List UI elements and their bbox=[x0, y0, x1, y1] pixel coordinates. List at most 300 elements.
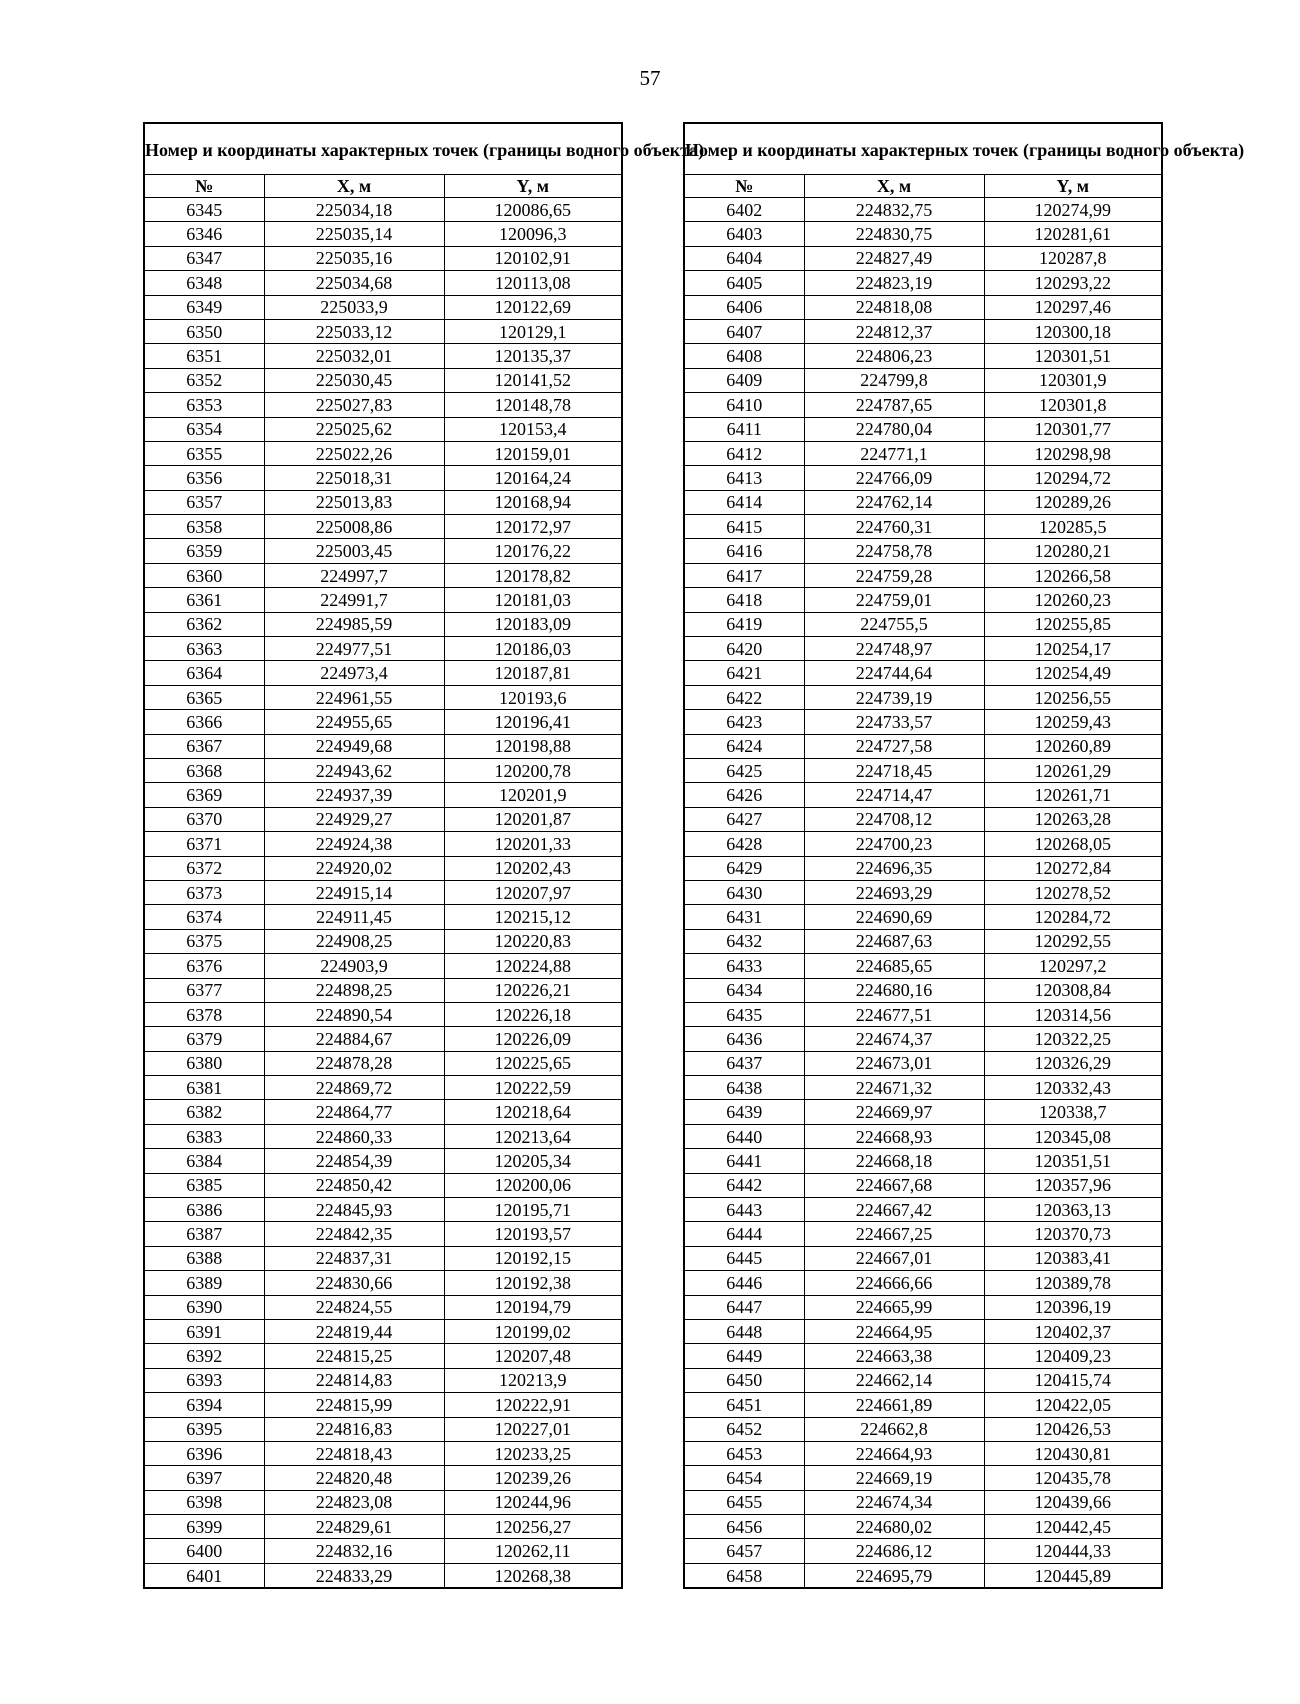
x-coordinate-cell: 224815,99 bbox=[264, 1393, 444, 1417]
table-row bbox=[684, 1002, 1162, 1026]
x-coordinate-cell: 225035,14 bbox=[264, 222, 444, 246]
x-coordinate-cell: 224806,23 bbox=[804, 344, 984, 368]
x-coordinate-cell: 224693,29 bbox=[804, 880, 984, 904]
x-coordinate-cell: 224929,27 bbox=[264, 807, 444, 831]
point-number-cell: 6348 bbox=[144, 271, 264, 295]
table-row bbox=[684, 905, 1162, 929]
table-row bbox=[684, 539, 1162, 563]
x-coordinate-cell: 225034,18 bbox=[264, 198, 444, 222]
table-row bbox=[144, 1417, 622, 1441]
y-coordinate-cell: 120225,65 bbox=[444, 1051, 622, 1075]
table-row bbox=[684, 1246, 1162, 1270]
y-coordinate-cell: 120301,77 bbox=[984, 417, 1162, 441]
table-row bbox=[144, 905, 622, 929]
point-number-cell: 6366 bbox=[144, 710, 264, 734]
y-coordinate-cell: 120200,06 bbox=[444, 1173, 622, 1197]
y-coordinate-cell: 120332,43 bbox=[984, 1076, 1162, 1100]
x-coordinate-cell: 224854,39 bbox=[264, 1149, 444, 1173]
x-coordinate-cell: 224898,25 bbox=[264, 978, 444, 1002]
x-coordinate-cell: 224673,01 bbox=[804, 1051, 984, 1075]
table-row bbox=[144, 783, 622, 807]
table-row bbox=[684, 1295, 1162, 1319]
y-coordinate-cell: 120205,34 bbox=[444, 1149, 622, 1173]
table-row bbox=[684, 783, 1162, 807]
y-coordinate-cell: 120207,97 bbox=[444, 880, 622, 904]
point-number-cell: 6367 bbox=[144, 734, 264, 758]
point-number-cell: 6345 bbox=[144, 198, 264, 222]
point-number-cell: 6446 bbox=[684, 1271, 804, 1295]
y-coordinate-cell: 120261,29 bbox=[984, 758, 1162, 782]
table-row bbox=[684, 563, 1162, 587]
x-coordinate-cell: 224820,48 bbox=[264, 1466, 444, 1490]
table-row bbox=[684, 661, 1162, 685]
point-number-cell: 6384 bbox=[144, 1149, 264, 1173]
point-number-cell: 6417 bbox=[684, 563, 804, 587]
point-number-cell: 6377 bbox=[144, 978, 264, 1002]
point-number-cell: 6404 bbox=[684, 246, 804, 270]
column-header-x: X, м bbox=[804, 175, 984, 198]
table-row bbox=[144, 1246, 622, 1270]
table-row bbox=[684, 1271, 1162, 1295]
x-coordinate-cell: 224680,02 bbox=[804, 1515, 984, 1539]
point-number-cell: 6407 bbox=[684, 319, 804, 343]
point-number-cell: 6415 bbox=[684, 515, 804, 539]
y-coordinate-cell: 120262,11 bbox=[444, 1539, 622, 1563]
y-coordinate-cell: 120220,83 bbox=[444, 929, 622, 953]
point-number-cell: 6396 bbox=[144, 1441, 264, 1465]
y-coordinate-cell: 120186,03 bbox=[444, 637, 622, 661]
point-number-cell: 6347 bbox=[144, 246, 264, 270]
x-coordinate-cell: 225027,83 bbox=[264, 393, 444, 417]
x-coordinate-cell: 224685,65 bbox=[804, 954, 984, 978]
point-number-cell: 6440 bbox=[684, 1124, 804, 1148]
y-coordinate-cell: 120153,4 bbox=[444, 417, 622, 441]
y-coordinate-cell: 120308,84 bbox=[984, 978, 1162, 1002]
table-row bbox=[684, 295, 1162, 319]
point-number-cell: 6420 bbox=[684, 637, 804, 661]
x-coordinate-cell: 224832,16 bbox=[264, 1539, 444, 1563]
table-row bbox=[684, 1466, 1162, 1490]
x-coordinate-cell: 224766,09 bbox=[804, 466, 984, 490]
x-coordinate-cell: 224977,51 bbox=[264, 637, 444, 661]
point-number-cell: 6422 bbox=[684, 685, 804, 709]
point-number-cell: 6452 bbox=[684, 1417, 804, 1441]
point-number-cell: 6441 bbox=[684, 1149, 804, 1173]
point-number-cell: 6386 bbox=[144, 1198, 264, 1222]
x-coordinate-cell: 224664,93 bbox=[804, 1441, 984, 1465]
table-row bbox=[144, 1076, 622, 1100]
point-number-cell: 6408 bbox=[684, 344, 804, 368]
y-coordinate-cell: 120178,82 bbox=[444, 563, 622, 587]
y-coordinate-cell: 120192,15 bbox=[444, 1246, 622, 1270]
table-row bbox=[684, 1027, 1162, 1051]
y-coordinate-cell: 120281,61 bbox=[984, 222, 1162, 246]
table-row bbox=[684, 1149, 1162, 1173]
y-coordinate-cell: 120422,05 bbox=[984, 1393, 1162, 1417]
point-number-cell: 6458 bbox=[684, 1563, 804, 1588]
point-number-cell: 6362 bbox=[144, 612, 264, 636]
y-coordinate-cell: 120181,03 bbox=[444, 588, 622, 612]
point-number-cell: 6360 bbox=[144, 563, 264, 587]
table-body bbox=[684, 198, 1162, 1589]
table-row bbox=[684, 685, 1162, 709]
x-coordinate-cell: 224812,37 bbox=[804, 319, 984, 343]
point-number-cell: 6379 bbox=[144, 1027, 264, 1051]
y-coordinate-cell: 120141,52 bbox=[444, 368, 622, 392]
x-coordinate-cell: 224714,47 bbox=[804, 783, 984, 807]
table-row bbox=[684, 807, 1162, 831]
table-row bbox=[144, 1393, 622, 1417]
x-coordinate-cell: 224937,39 bbox=[264, 783, 444, 807]
point-number-cell: 6423 bbox=[684, 710, 804, 734]
y-coordinate-cell: 120207,48 bbox=[444, 1344, 622, 1368]
table-row bbox=[144, 1515, 622, 1539]
table-row bbox=[144, 344, 622, 368]
x-coordinate-cell: 224915,14 bbox=[264, 880, 444, 904]
point-number-cell: 6433 bbox=[684, 954, 804, 978]
table-row bbox=[684, 637, 1162, 661]
y-coordinate-cell: 120268,38 bbox=[444, 1563, 622, 1588]
table-row bbox=[144, 539, 622, 563]
x-coordinate-cell: 224669,97 bbox=[804, 1100, 984, 1124]
y-coordinate-cell: 120260,23 bbox=[984, 588, 1162, 612]
y-coordinate-cell: 120297,2 bbox=[984, 954, 1162, 978]
x-coordinate-cell: 224860,33 bbox=[264, 1124, 444, 1148]
table-row bbox=[684, 368, 1162, 392]
x-coordinate-cell: 224667,42 bbox=[804, 1198, 984, 1222]
y-coordinate-cell: 120226,21 bbox=[444, 978, 622, 1002]
x-coordinate-cell: 224664,95 bbox=[804, 1319, 984, 1343]
table-row bbox=[684, 271, 1162, 295]
x-coordinate-cell: 225003,45 bbox=[264, 539, 444, 563]
table-row bbox=[684, 612, 1162, 636]
y-coordinate-cell: 120199,02 bbox=[444, 1319, 622, 1343]
coordinates-table-left bbox=[143, 122, 705, 1589]
y-coordinate-cell: 120294,72 bbox=[984, 466, 1162, 490]
table-row bbox=[684, 1563, 1162, 1588]
point-number-cell: 6374 bbox=[144, 905, 264, 929]
table-row bbox=[144, 612, 622, 636]
table-row bbox=[684, 856, 1162, 880]
point-number-cell: 6355 bbox=[144, 441, 264, 465]
table-row bbox=[684, 880, 1162, 904]
point-number-cell: 6425 bbox=[684, 758, 804, 782]
y-coordinate-cell: 120172,97 bbox=[444, 515, 622, 539]
y-coordinate-cell: 120439,66 bbox=[984, 1490, 1162, 1514]
table-row bbox=[684, 441, 1162, 465]
x-coordinate-cell: 224674,37 bbox=[804, 1027, 984, 1051]
y-coordinate-cell: 120239,26 bbox=[444, 1466, 622, 1490]
point-number-cell: 6387 bbox=[144, 1222, 264, 1246]
point-number-cell: 6369 bbox=[144, 783, 264, 807]
table-row bbox=[144, 515, 622, 539]
y-coordinate-cell: 120183,09 bbox=[444, 612, 622, 636]
y-coordinate-cell: 120298,98 bbox=[984, 441, 1162, 465]
x-coordinate-cell: 224663,38 bbox=[804, 1344, 984, 1368]
point-number-cell: 6447 bbox=[684, 1295, 804, 1319]
x-coordinate-cell: 224667,01 bbox=[804, 1246, 984, 1270]
table-row bbox=[684, 515, 1162, 539]
y-coordinate-cell: 120300,18 bbox=[984, 319, 1162, 343]
point-number-cell: 6431 bbox=[684, 905, 804, 929]
point-number-cell: 6437 bbox=[684, 1051, 804, 1075]
point-number-cell: 6346 bbox=[144, 222, 264, 246]
y-coordinate-cell: 120345,08 bbox=[984, 1124, 1162, 1148]
x-coordinate-cell: 224665,99 bbox=[804, 1295, 984, 1319]
y-coordinate-cell: 120357,96 bbox=[984, 1173, 1162, 1197]
table-row bbox=[684, 1539, 1162, 1563]
point-number-cell: 6380 bbox=[144, 1051, 264, 1075]
point-number-cell: 6457 bbox=[684, 1539, 804, 1563]
point-number-cell: 6392 bbox=[144, 1344, 264, 1368]
y-coordinate-cell: 120285,5 bbox=[984, 515, 1162, 539]
point-number-cell: 6390 bbox=[144, 1295, 264, 1319]
table-row bbox=[144, 1027, 622, 1051]
y-coordinate-cell: 120287,8 bbox=[984, 246, 1162, 270]
x-coordinate-cell: 224695,79 bbox=[804, 1563, 984, 1588]
x-coordinate-cell: 224819,44 bbox=[264, 1319, 444, 1343]
x-coordinate-cell: 224760,31 bbox=[804, 515, 984, 539]
point-number-cell: 6356 bbox=[144, 466, 264, 490]
y-coordinate-cell: 120122,69 bbox=[444, 295, 622, 319]
y-coordinate-cell: 120268,05 bbox=[984, 832, 1162, 856]
y-coordinate-cell: 120314,56 bbox=[984, 1002, 1162, 1026]
table-row bbox=[684, 1368, 1162, 1392]
x-coordinate-cell: 224814,83 bbox=[264, 1368, 444, 1392]
table-row bbox=[144, 929, 622, 953]
x-coordinate-cell: 224758,78 bbox=[804, 539, 984, 563]
x-coordinate-cell: 224755,5 bbox=[804, 612, 984, 636]
point-number-cell: 6439 bbox=[684, 1100, 804, 1124]
y-coordinate-cell: 120409,23 bbox=[984, 1344, 1162, 1368]
point-number-cell: 6453 bbox=[684, 1441, 804, 1465]
table-row bbox=[144, 1222, 622, 1246]
point-number-cell: 6349 bbox=[144, 295, 264, 319]
table-row bbox=[144, 1466, 622, 1490]
y-coordinate-cell: 120226,18 bbox=[444, 1002, 622, 1026]
x-coordinate-cell: 224696,35 bbox=[804, 856, 984, 880]
point-number-cell: 6438 bbox=[684, 1076, 804, 1100]
point-number-cell: 6432 bbox=[684, 929, 804, 953]
table-row bbox=[144, 1149, 622, 1173]
point-number-cell: 6418 bbox=[684, 588, 804, 612]
table-row bbox=[684, 758, 1162, 782]
x-coordinate-cell: 224666,66 bbox=[804, 1271, 984, 1295]
x-coordinate-cell: 224759,28 bbox=[804, 563, 984, 587]
column-header-x: X, м bbox=[264, 175, 444, 198]
page-number: 57 bbox=[639, 66, 661, 90]
point-number-cell: 6448 bbox=[684, 1319, 804, 1343]
table-row bbox=[144, 710, 622, 734]
y-coordinate-cell: 120445,89 bbox=[984, 1563, 1162, 1588]
y-coordinate-cell: 120256,55 bbox=[984, 685, 1162, 709]
table-row bbox=[144, 393, 622, 417]
table-row bbox=[144, 1100, 622, 1124]
point-number-cell: 6416 bbox=[684, 539, 804, 563]
point-number-cell: 6409 bbox=[684, 368, 804, 392]
point-number-cell: 6406 bbox=[684, 295, 804, 319]
point-number-cell: 6359 bbox=[144, 539, 264, 563]
column-header-y: Y, м bbox=[444, 175, 622, 198]
x-coordinate-cell: 224780,04 bbox=[804, 417, 984, 441]
table-row bbox=[684, 1198, 1162, 1222]
table-row bbox=[144, 1441, 622, 1465]
x-coordinate-cell: 224686,12 bbox=[804, 1539, 984, 1563]
table-row bbox=[144, 368, 622, 392]
x-coordinate-cell: 224869,72 bbox=[264, 1076, 444, 1100]
table-row bbox=[684, 198, 1162, 222]
table-row bbox=[144, 441, 622, 465]
table-row bbox=[684, 978, 1162, 1002]
y-coordinate-cell: 120260,89 bbox=[984, 734, 1162, 758]
point-number-cell: 6419 bbox=[684, 612, 804, 636]
y-coordinate-cell: 120194,79 bbox=[444, 1295, 622, 1319]
point-number-cell: 6382 bbox=[144, 1100, 264, 1124]
y-coordinate-cell: 120272,84 bbox=[984, 856, 1162, 880]
table-row bbox=[684, 1124, 1162, 1148]
x-coordinate-cell: 225033,9 bbox=[264, 295, 444, 319]
x-coordinate-cell: 224833,29 bbox=[264, 1563, 444, 1588]
table-row bbox=[684, 1344, 1162, 1368]
y-coordinate-cell: 120289,26 bbox=[984, 490, 1162, 514]
x-coordinate-cell: 224668,18 bbox=[804, 1149, 984, 1173]
x-coordinate-cell: 224961,55 bbox=[264, 685, 444, 709]
y-coordinate-cell: 120293,22 bbox=[984, 271, 1162, 295]
table-row bbox=[144, 685, 622, 709]
y-coordinate-cell: 120200,78 bbox=[444, 758, 622, 782]
table-row bbox=[144, 758, 622, 782]
point-number-cell: 6378 bbox=[144, 1002, 264, 1026]
y-coordinate-cell: 120227,01 bbox=[444, 1417, 622, 1441]
y-coordinate-cell: 120244,96 bbox=[444, 1490, 622, 1514]
point-number-cell: 6358 bbox=[144, 515, 264, 539]
x-coordinate-cell: 224762,14 bbox=[804, 490, 984, 514]
point-number-cell: 6402 bbox=[684, 198, 804, 222]
y-coordinate-cell: 120297,46 bbox=[984, 295, 1162, 319]
table-row bbox=[684, 954, 1162, 978]
x-coordinate-cell: 224748,97 bbox=[804, 637, 984, 661]
table-row bbox=[144, 466, 622, 490]
point-number-cell: 6451 bbox=[684, 1393, 804, 1417]
coordinates-table-right bbox=[683, 122, 1245, 1589]
x-coordinate-cell: 224845,93 bbox=[264, 1198, 444, 1222]
table-row bbox=[144, 271, 622, 295]
point-number-cell: 6430 bbox=[684, 880, 804, 904]
point-number-cell: 6351 bbox=[144, 344, 264, 368]
y-coordinate-cell: 120193,6 bbox=[444, 685, 622, 709]
x-coordinate-cell: 225034,68 bbox=[264, 271, 444, 295]
point-number-cell: 6400 bbox=[144, 1539, 264, 1563]
y-coordinate-cell: 120113,08 bbox=[444, 271, 622, 295]
x-coordinate-cell: 224884,67 bbox=[264, 1027, 444, 1051]
point-number-cell: 6421 bbox=[684, 661, 804, 685]
y-coordinate-cell: 120226,09 bbox=[444, 1027, 622, 1051]
x-coordinate-cell: 224924,38 bbox=[264, 832, 444, 856]
y-coordinate-cell: 120148,78 bbox=[444, 393, 622, 417]
table-row bbox=[144, 1173, 622, 1197]
y-coordinate-cell: 120164,24 bbox=[444, 466, 622, 490]
point-number-cell: 6350 bbox=[144, 319, 264, 343]
point-number-cell: 6393 bbox=[144, 1368, 264, 1392]
x-coordinate-cell: 224911,45 bbox=[264, 905, 444, 929]
x-coordinate-cell: 225013,83 bbox=[264, 490, 444, 514]
y-coordinate-cell: 120096,3 bbox=[444, 222, 622, 246]
point-number-cell: 6399 bbox=[144, 1515, 264, 1539]
x-coordinate-cell: 225035,16 bbox=[264, 246, 444, 270]
y-coordinate-cell: 120195,71 bbox=[444, 1198, 622, 1222]
x-coordinate-cell: 224674,34 bbox=[804, 1490, 984, 1514]
y-coordinate-cell: 120402,37 bbox=[984, 1319, 1162, 1343]
table-row bbox=[144, 1271, 622, 1295]
table-row bbox=[144, 1319, 622, 1343]
x-coordinate-cell: 224920,02 bbox=[264, 856, 444, 880]
table-row bbox=[144, 807, 622, 831]
x-coordinate-cell: 224671,32 bbox=[804, 1076, 984, 1100]
y-coordinate-cell: 120301,8 bbox=[984, 393, 1162, 417]
table-row bbox=[144, 1490, 622, 1514]
table-row bbox=[684, 222, 1162, 246]
table-row bbox=[144, 246, 622, 270]
point-number-cell: 6411 bbox=[684, 417, 804, 441]
table-row bbox=[684, 832, 1162, 856]
table-row bbox=[684, 490, 1162, 514]
table-row bbox=[144, 1002, 622, 1026]
x-coordinate-cell: 224850,42 bbox=[264, 1173, 444, 1197]
y-coordinate-cell: 120301,51 bbox=[984, 344, 1162, 368]
point-number-cell: 6394 bbox=[144, 1393, 264, 1417]
table-row bbox=[144, 1198, 622, 1222]
table-row bbox=[144, 734, 622, 758]
table-row bbox=[144, 417, 622, 441]
x-coordinate-cell: 224827,49 bbox=[804, 246, 984, 270]
y-coordinate-cell: 120129,1 bbox=[444, 319, 622, 343]
y-coordinate-cell: 120326,29 bbox=[984, 1051, 1162, 1075]
x-coordinate-cell: 224997,7 bbox=[264, 563, 444, 587]
y-coordinate-cell: 120213,64 bbox=[444, 1124, 622, 1148]
y-coordinate-cell: 120280,21 bbox=[984, 539, 1162, 563]
y-coordinate-cell: 120201,87 bbox=[444, 807, 622, 831]
y-coordinate-cell: 120254,17 bbox=[984, 637, 1162, 661]
y-coordinate-cell: 120292,55 bbox=[984, 929, 1162, 953]
point-number-cell: 6381 bbox=[144, 1076, 264, 1100]
table-row bbox=[684, 1393, 1162, 1417]
x-coordinate-cell: 224949,68 bbox=[264, 734, 444, 758]
y-coordinate-cell: 120389,78 bbox=[984, 1271, 1162, 1295]
x-coordinate-cell: 224830,66 bbox=[264, 1271, 444, 1295]
table-row bbox=[144, 661, 622, 685]
x-coordinate-cell: 224661,89 bbox=[804, 1393, 984, 1417]
point-number-cell: 6413 bbox=[684, 466, 804, 490]
x-coordinate-cell: 224744,64 bbox=[804, 661, 984, 685]
table-row bbox=[144, 222, 622, 246]
y-coordinate-cell: 120222,59 bbox=[444, 1076, 622, 1100]
table-row bbox=[684, 1173, 1162, 1197]
y-coordinate-cell: 120135,37 bbox=[444, 344, 622, 368]
y-coordinate-cell: 120259,43 bbox=[984, 710, 1162, 734]
x-coordinate-cell: 224708,12 bbox=[804, 807, 984, 831]
x-coordinate-cell: 224815,25 bbox=[264, 1344, 444, 1368]
x-coordinate-cell: 225025,62 bbox=[264, 417, 444, 441]
table-row bbox=[684, 1417, 1162, 1441]
point-number-cell: 6371 bbox=[144, 832, 264, 856]
table-row bbox=[144, 832, 622, 856]
table-row bbox=[684, 734, 1162, 758]
table-row bbox=[684, 1515, 1162, 1539]
point-number-cell: 6363 bbox=[144, 637, 264, 661]
x-coordinate-cell: 224955,65 bbox=[264, 710, 444, 734]
point-number-cell: 6401 bbox=[144, 1563, 264, 1588]
y-coordinate-cell: 120278,52 bbox=[984, 880, 1162, 904]
